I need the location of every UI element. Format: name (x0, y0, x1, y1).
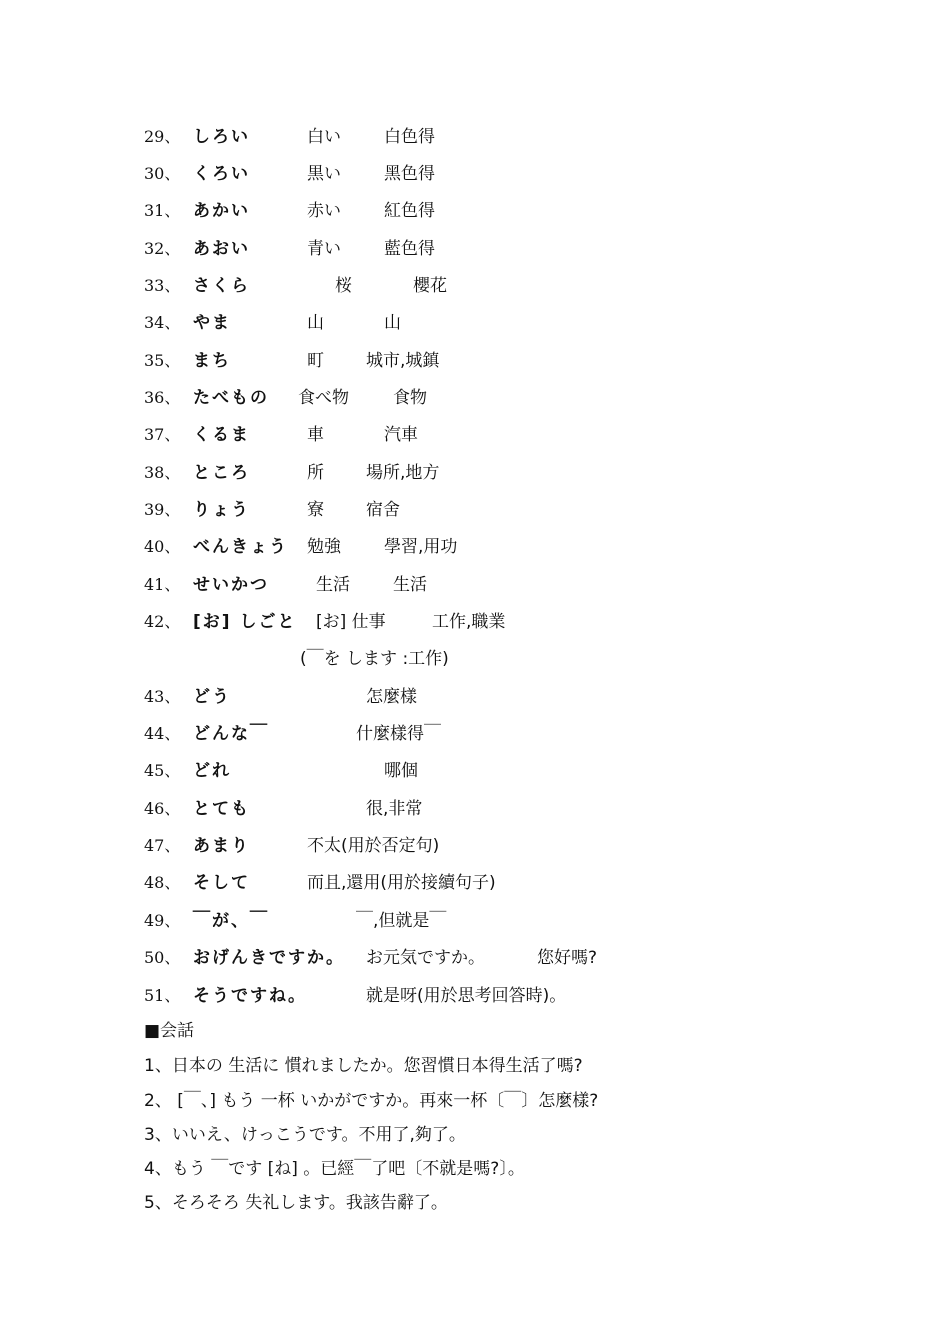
vocab-meaning: 山 (384, 313, 401, 333)
conversation-line: 2、 [￣、] もう 一杯 いかがですか。再來一杯〔￣〕怎麼樣? (144, 1091, 599, 1111)
vocab-number: 32、 (144, 239, 181, 258)
vocab-kanji: 山 (307, 313, 324, 333)
vocab-kana: とても (193, 799, 250, 819)
vocab-row (0, 983, 950, 1009)
vocab-row (0, 833, 950, 859)
vocab-kana: べんきょう (193, 537, 288, 557)
vocab-meaning: 宿舍 (366, 500, 400, 520)
conversation-line: 4、もう ￣です [ね] 。已經￣了吧〔不就是嗎?〕。 (144, 1159, 525, 1179)
vocab-number: 50、 (144, 948, 181, 967)
vocab-kanji: 食べ物 (298, 388, 349, 408)
vocab-row (0, 422, 950, 448)
vocab-number: 47、 (144, 836, 181, 855)
vocab-row (0, 124, 950, 150)
vocab-number: 36、 (144, 388, 181, 407)
vocab-kana: ところ (193, 463, 250, 483)
vocab-row (0, 572, 950, 598)
vocab-row (0, 609, 950, 635)
vocab-meaning: ￣,但就是￣ (356, 911, 447, 931)
vocab-meaning: 白色得 (384, 127, 435, 147)
conversation-line: 3、いいえ、けっこうです。不用了,夠了。 (144, 1125, 466, 1145)
vocab-row (0, 945, 950, 971)
vocab-row (0, 273, 950, 299)
vocab-number: 30、 (144, 164, 181, 183)
vocab-number: 35、 (144, 351, 181, 370)
vocab-number: 41、 (144, 575, 181, 594)
vocab-meaning: 您好嗎? (537, 948, 598, 968)
conversation-line: 5、そろそろ 失礼します。我該告辭了。 (144, 1193, 448, 1213)
vocab-row (0, 161, 950, 187)
vocab-kanji: [お] 仕事 (316, 612, 386, 632)
vocab-kana: まち (193, 351, 231, 371)
vocab-row (0, 796, 950, 822)
vocab-kana: そして (193, 873, 250, 893)
vocab-number: 39、 (144, 500, 181, 519)
vocab-kana: りょう (193, 500, 250, 520)
vocab-kana: どんな￣ (193, 724, 269, 744)
vocab-kanji: 黒い (307, 164, 341, 184)
vocab-number: 46、 (144, 799, 181, 818)
vocab-meaning: 怎麼樣 (366, 687, 417, 707)
vocab-kanji: 而且,還用(用於接續句子) (307, 873, 496, 893)
vocab-kana: どう (193, 687, 231, 707)
vocab-meaning: 什麼樣得￣ (356, 724, 441, 744)
vocab-kana: ￣が、￣ (193, 911, 269, 931)
vocab-meaning: 黑色得 (384, 164, 435, 184)
vocab-row (0, 497, 950, 523)
vocab-number: 51、 (144, 986, 181, 1005)
vocab-kanji: (￣を します :工作) (300, 649, 449, 669)
vocab-row (0, 646, 950, 672)
vocab-kana: やま (193, 313, 231, 333)
vocab-row (0, 310, 950, 336)
vocab-meaning: 生活 (393, 575, 427, 595)
vocab-meaning: 工作,職業 (432, 612, 506, 632)
vocab-row (0, 908, 950, 934)
vocab-number: 48、 (144, 873, 181, 892)
vocab-kana: あまり (193, 836, 250, 856)
vocab-number: 37、 (144, 425, 181, 444)
vocab-row (0, 870, 950, 896)
vocab-number: 33、 (144, 276, 181, 295)
conversation-line: 1、日本の 生活に 慣れましたか。您習慣日本得生活了嗎? (144, 1056, 583, 1076)
vocab-number: 40、 (144, 537, 181, 556)
vocab-number: 31、 (144, 201, 181, 220)
vocab-kanji: 車 (307, 425, 324, 445)
vocab-kanji: 赤い (307, 201, 341, 221)
vocab-number: 44、 (144, 724, 181, 743)
vocab-kana: たべもの (193, 388, 269, 408)
vocab-kanji: 不太(用於否定句) (307, 836, 440, 856)
vocab-kanji: 所 (307, 463, 324, 483)
vocab-kana: どれ (193, 761, 231, 781)
vocab-row (0, 684, 950, 710)
vocab-kanji: 町 (307, 351, 324, 371)
vocab-number: 29、 (144, 127, 181, 146)
vocab-kanji: 勉強 (307, 537, 341, 557)
vocab-row (0, 534, 950, 560)
vocab-kana: あかい (193, 201, 250, 221)
vocab-meaning: 櫻花 (413, 276, 447, 296)
vocab-kana: しろい (193, 127, 250, 147)
vocab-kanji: 白い (307, 127, 341, 147)
vocab-kanji: お元気ですか。 (366, 948, 485, 968)
vocab-row (0, 348, 950, 374)
vocab-kana: せいかつ (193, 575, 269, 595)
vocab-kanji: 寮 (307, 500, 324, 520)
vocab-meaning: 藍色得 (384, 239, 435, 259)
vocab-kana: そうですね。 (193, 986, 307, 1006)
vocab-meaning: 城市,城鎮 (366, 351, 440, 371)
vocab-meaning: 食物 (393, 388, 427, 408)
vocab-row (0, 198, 950, 224)
vocab-row (0, 758, 950, 784)
vocab-kana: くるま (193, 425, 250, 445)
vocab-number: 38、 (144, 463, 181, 482)
vocab-meaning: 場所,地方 (366, 463, 440, 483)
vocab-kanji: 桜 (335, 276, 352, 296)
vocab-kanji: 生活 (316, 575, 350, 595)
vocab-kana: あおい (193, 239, 250, 259)
vocab-meaning: 學習,用功 (384, 537, 458, 557)
vocab-meaning: 很,非常 (366, 799, 423, 819)
vocab-row (0, 236, 950, 262)
section-title: ■会話 (144, 1021, 195, 1041)
vocab-kana: おげんきですか。 (193, 948, 345, 968)
vocab-meaning: 紅色得 (384, 201, 435, 221)
vocab-number: 43、 (144, 687, 181, 706)
vocab-kana: さくら (193, 276, 250, 296)
vocab-number: 42、 (144, 612, 181, 631)
vocab-number: 49、 (144, 911, 181, 930)
vocab-number: 45、 (144, 761, 181, 780)
vocab-kanji: 青い (307, 239, 341, 259)
vocab-meaning: 就是呀(用於思考回答時)。 (366, 986, 567, 1006)
vocab-kana: [お] しごと (193, 612, 297, 632)
vocab-row (0, 385, 950, 411)
vocab-row (0, 460, 950, 486)
vocab-kana: くろい (193, 164, 250, 184)
vocab-meaning: 哪個 (384, 761, 418, 781)
vocab-meaning: 汽車 (384, 425, 418, 445)
vocab-row (0, 721, 950, 747)
vocab-number: 34、 (144, 313, 181, 332)
